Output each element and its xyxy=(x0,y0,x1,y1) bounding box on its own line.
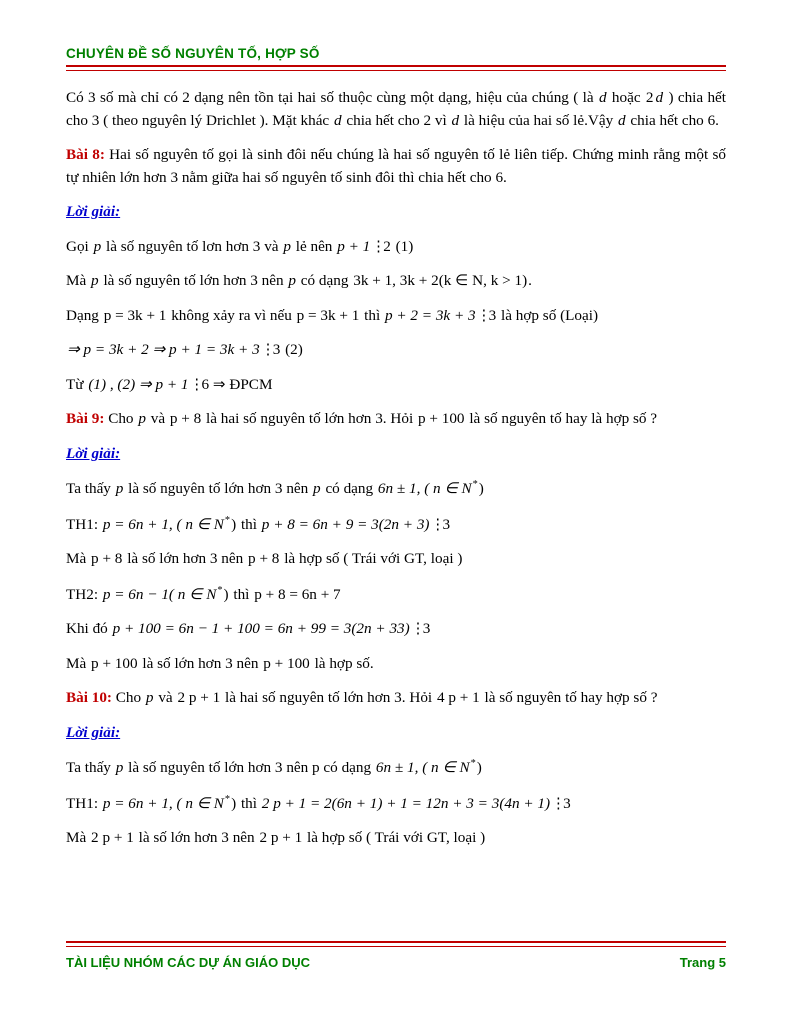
b8-l2-p: p xyxy=(91,272,99,289)
b9-l3-formula-2: p + 8 xyxy=(248,550,280,568)
b9-line-5 xyxy=(66,618,726,641)
exercise-9-c: là hai số nguyên tố lớn hơn 3. Hỏi xyxy=(206,410,414,427)
b10-l3-formula-2: 2 p + 1 xyxy=(259,829,303,847)
b9-line-2 xyxy=(66,513,726,537)
b8-l3-c: thì xyxy=(364,306,381,324)
intro-var-d4: d xyxy=(618,111,626,129)
footer-page-number: Trang 5 xyxy=(679,955,726,970)
exercise-9-p: p xyxy=(138,410,146,427)
b10-l1-a: Ta thấy xyxy=(66,759,111,777)
intro-text-5: là hiệu của hai số lẻ.Vậy xyxy=(463,111,614,129)
b9-l2-a: thì xyxy=(240,515,257,533)
b10-l3-a: Mà xyxy=(66,829,87,847)
intro-var-d3: d xyxy=(451,111,460,129)
b9-l4-case: TH2: xyxy=(66,585,99,603)
intro-text-6: chia hết cho 6. xyxy=(630,111,719,129)
b9-l5-formula: p + 100 = 6n − 1 + 100 = 6n + 99 = 3(2n + 33) ⋮ 3 xyxy=(112,620,432,637)
b10-l1-b: là số nguyên tố lớn hơn 3 nên p có dạng xyxy=(128,759,372,777)
b10-line-1 xyxy=(66,756,726,780)
exercise-9-p100: p + 100 xyxy=(417,410,465,427)
intro-text-4: chia hết cho 2 vì xyxy=(346,111,447,129)
exercise-10-d: là số nguyên tố hay hợp số ? xyxy=(484,689,658,707)
b8-l1-formula: p + 1 ⋮ 2 xyxy=(336,238,392,255)
b8-l1-p: p xyxy=(93,237,102,255)
b8-l4-formula: ⇒ p = 3k + 2 ⇒ p + 1 = 3k + 3 ⋮ 3 xyxy=(66,341,281,358)
b8-l1-b: là số nguyên tố lơn hơn 3 và xyxy=(105,237,279,255)
b9-l2-case: TH1: xyxy=(66,515,99,533)
b9-l2-formula-2: p + 8 = 6n + 9 = 3(2n + 3) ⋮ 3 xyxy=(261,516,451,533)
solution-heading-10: Lời giải: xyxy=(66,723,121,741)
intro-text-1: Có 3 số mà chỉ có 2 dạng nên tồn tại hai số thuộc cùng một dạng, hiệu của chúng ( là xyxy=(66,89,594,106)
b8-l1-a: Gọi xyxy=(66,237,89,255)
b10-l2-case: TH1: xyxy=(66,794,99,812)
b8-l2-p2: p xyxy=(288,272,296,289)
b9-l3-b: là số lớn hơn 3 nên xyxy=(127,550,244,568)
b9-l4-formula-1: p = 6n − 1( n ∈ N*) xyxy=(102,584,229,603)
solution-heading-8: Lời giải: xyxy=(66,203,121,220)
intro-var-d2: d xyxy=(333,111,342,129)
b8-l3-formula-2: p = 3k + 1 xyxy=(296,306,360,324)
b10-l2-formula-2: 2 p + 1 = 2(6n + 1) + 1 = 12n + 3 = 3(4n + 1) ⋮ 3 xyxy=(261,795,572,812)
paragraph-intro xyxy=(66,87,726,132)
b9-line-1 xyxy=(66,477,726,501)
header-divider xyxy=(66,65,726,71)
b8-line-5 xyxy=(66,374,726,397)
exercise-10-c: là hai số nguyên tố lớn hơn 3. Hỏi xyxy=(225,689,433,707)
exercise-8-label: Bài 8: xyxy=(66,146,105,163)
b8-l2-formula: 3k + 1, 3k + 2(k ∈ N, k > 1) xyxy=(353,272,528,289)
b9-l3-a: Mà xyxy=(66,550,87,568)
b9-line-4 xyxy=(66,583,726,607)
exercise-10-a: Cho xyxy=(112,689,142,707)
b9-l3-c: là hợp số ( Trái với GT, loại ) xyxy=(284,550,463,568)
b10-l1-formula: 6n ± 1, ( n ∈ N*) xyxy=(375,758,482,777)
intro-text-2: hoặc xyxy=(611,89,641,106)
exercise-10-label: Bài 10: xyxy=(66,689,112,707)
b10-l3-c: là hợp số ( Trái với GT, loại ) xyxy=(306,829,486,847)
b9-l1-c: có dạng xyxy=(325,480,374,498)
footer-left-text: TÀI LIỆU NHÓM CÁC DỰ ÁN GIÁO DỤC xyxy=(66,955,311,970)
b8-line-3 xyxy=(66,305,726,328)
b8-line-2 xyxy=(66,270,726,293)
b9-l1-p2: p xyxy=(313,480,321,498)
b8-l2-d: . xyxy=(528,272,532,289)
b9-l6-c: là hợp số. xyxy=(314,654,374,672)
b9-l6-formula-1: p + 100 xyxy=(91,654,138,672)
b9-l6-formula-2: p + 100 xyxy=(263,654,310,672)
exercise-10 xyxy=(66,687,726,710)
exercise-9-a: Cho xyxy=(104,410,134,427)
b10-l3-b: là số lớn hơn 3 nên xyxy=(138,829,255,847)
b8-l2-a: Mà xyxy=(66,272,87,289)
b8-l1-e: (1) xyxy=(395,237,414,255)
b9-l1-p: p xyxy=(115,480,124,498)
b9-l1-formula: 6n ± 1, ( n ∈ N*) xyxy=(377,479,484,498)
intro-var-2d: 2 d xyxy=(645,89,664,106)
exercise-8-text: Hai số nguyên tố gọi là sinh đôi nếu chúng là hai số nguyên tố lẻ liên tiếp. Chứng minh rằng một số tự nhiên lớn hơn 3 nằm giữa hai số nguyên tố sinh đôi thì chia hết cho 6. xyxy=(66,146,726,186)
b10-l2-a: thì xyxy=(240,794,257,812)
b10-l2-formula-1: p = 6n + 1, ( n ∈ N*) xyxy=(102,793,237,812)
intro-var-d1: d xyxy=(598,89,607,106)
b9-l3-formula-1: p + 8 xyxy=(91,550,123,568)
b9-line-3 xyxy=(66,548,726,571)
b8-l4-tag: (2) xyxy=(285,341,303,358)
b8-l3-formula-3: p + 2 = 3k + 3 ⋮ 3 xyxy=(384,307,497,324)
b8-l2-b: là số nguyên tố lớn hơn 3 nên xyxy=(103,272,284,289)
b8-line-1 xyxy=(66,236,726,259)
b8-l5-formula: (1) , (2) ⇒ p + 1 ⋮ 6 ⇒ ĐPCM xyxy=(87,376,273,393)
exercise-10-b: và xyxy=(158,689,173,707)
page-footer xyxy=(66,941,726,970)
b8-l1-c: lẻ nên xyxy=(295,237,333,255)
b9-l4-formula-2: p + 8 = 6n + 7 xyxy=(254,585,341,603)
b9-l1-a: Ta thấy xyxy=(66,480,111,498)
b9-l1-b: là số nguyên tố lớn hơn 3 nên xyxy=(128,480,309,498)
b10-line-3 xyxy=(66,827,726,850)
b8-l3-formula-1: p = 3k + 1 xyxy=(103,306,167,324)
b10-line-2 xyxy=(66,792,726,816)
exercise-9 xyxy=(66,408,726,431)
exercise-10-4p1: 4 p + 1 xyxy=(436,689,480,707)
document-body xyxy=(66,87,726,850)
b10-l3-formula-1: 2 p + 1 xyxy=(91,829,134,847)
b9-l6-a: Mà xyxy=(66,654,87,672)
b9-l6-b: là số lớn hơn 3 nên xyxy=(142,654,259,672)
b8-l1-p2: p xyxy=(283,237,291,255)
b8-l3-b: không xảy ra vì nếu xyxy=(171,306,292,324)
b9-l4-a: thì xyxy=(233,585,250,603)
b10-l1-p: p xyxy=(115,759,124,777)
exercise-10-p: p xyxy=(145,689,154,707)
solution-heading-9: Lời giải: xyxy=(66,444,121,462)
exercise-8 xyxy=(66,144,726,189)
b9-l5-a: Khi đó xyxy=(66,620,108,638)
footer-divider xyxy=(66,941,726,947)
exercise-9-label: Bài 9: xyxy=(66,410,105,427)
b8-l3-a: Dạng xyxy=(66,306,99,324)
b9-l2-formula-1: p = 6n + 1, ( n ∈ N*) xyxy=(102,514,237,533)
intro-text-3: ) chia hết cho 3 ( theo nguyên lý Drichlet ). Mặt khác xyxy=(66,89,727,129)
b8-l2-c: có dạng xyxy=(300,272,349,289)
exercise-9-b: và xyxy=(150,410,166,427)
exercise-9-d: là số nguyên tố hay là hợp số ? xyxy=(469,410,658,427)
b9-line-6 xyxy=(66,653,726,676)
b8-l3-d: là hợp số (Loại) xyxy=(501,306,599,324)
b8-l5-a: Từ xyxy=(66,375,84,393)
exercise-10-2p1: 2 p + 1 xyxy=(177,689,221,707)
header-title: CHUYÊN ĐỀ SỐ NGUYÊN TỐ, HỢP SỐ xyxy=(66,46,320,61)
exercise-9-p8: p + 8 xyxy=(169,410,202,427)
page-header xyxy=(66,0,726,71)
b8-line-4 xyxy=(66,339,726,362)
